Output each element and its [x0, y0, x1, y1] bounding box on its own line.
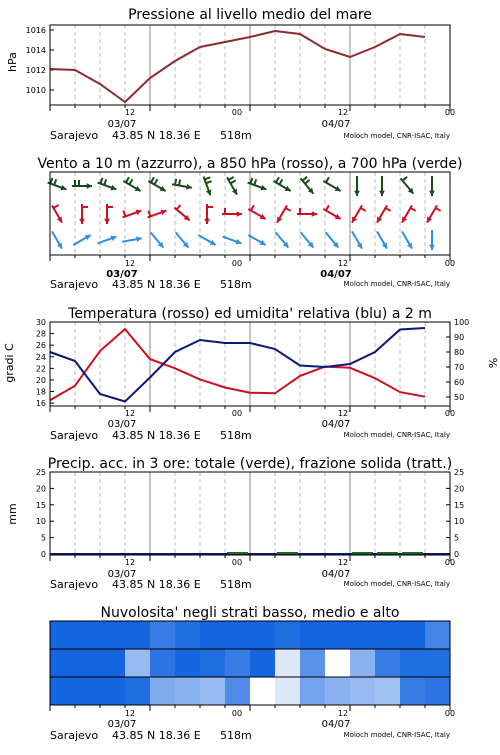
wind-axis-labels — [50, 259, 455, 291]
wind-arrow-head — [429, 245, 435, 250]
cloud-cell — [125, 677, 150, 705]
x-label-12: 12 — [124, 108, 136, 117]
cloud-cell — [225, 677, 250, 705]
wind-arrow-head — [204, 219, 210, 224]
y-tick-label: 1010 — [25, 86, 46, 95]
date-label: 03/07 — [106, 269, 138, 280]
cloud-cell — [350, 649, 375, 677]
wind-barb — [123, 211, 125, 217]
cloud-cell — [275, 677, 300, 705]
wind-arrows — [48, 176, 441, 250]
cloud-cell — [300, 621, 325, 649]
wind-barb — [305, 180, 310, 184]
temperature-y-ticks — [36, 318, 54, 408]
y-tick-label: 15 — [454, 500, 465, 510]
location-city: Sarajevo — [50, 729, 99, 742]
x-label-00: 00 — [231, 709, 243, 718]
wind-arrow-head — [312, 211, 317, 217]
location-coords: 43.85 N 18.36 E — [112, 729, 201, 742]
precip-bar — [377, 552, 398, 554]
cloud-cell — [75, 649, 100, 677]
cloud-cell — [125, 649, 150, 677]
wind-barb — [175, 179, 176, 185]
wind-barb — [326, 205, 329, 210]
cloud-cell — [200, 621, 225, 649]
model-credit: Moloch model, CNR-ISAC, Italy — [343, 431, 450, 439]
cloud-cell — [100, 677, 125, 705]
cloud-cell — [150, 649, 175, 677]
cloud-cell — [125, 621, 150, 649]
cloud-cell — [150, 621, 175, 649]
cloud-cell — [275, 649, 300, 677]
cloud-cell — [400, 621, 425, 649]
model-credit: Moloch model, CNR-ISAC, Italy — [343, 580, 450, 588]
y-tick-label: 1012 — [25, 66, 46, 75]
cloud-cell — [150, 677, 175, 705]
cloud-cell — [175, 621, 200, 649]
temperature-panel — [3, 306, 499, 412]
wind-barb — [251, 205, 254, 210]
wind-barb — [386, 208, 391, 211]
wind-barb — [154, 179, 157, 184]
wind-barb — [177, 205, 181, 210]
humidity-ylabel: % — [486, 357, 499, 369]
y-tick-label: 80 — [454, 348, 465, 357]
date-label: 03/07 — [107, 569, 137, 580]
wind-barb — [231, 180, 236, 183]
wind-barb — [276, 177, 279, 182]
x-label-12: 12 — [124, 259, 136, 268]
cloud-cell — [375, 677, 400, 705]
wind-barb — [104, 179, 106, 185]
wind-barb — [403, 177, 408, 181]
pressure-panel — [6, 7, 450, 111]
y-tick-label: 60 — [454, 378, 465, 387]
temperature-x-ticks — [50, 406, 450, 412]
x-label-00: 00 — [231, 108, 243, 117]
precipitation-y-ticks — [36, 468, 54, 559]
cloud-cell — [425, 649, 450, 677]
location-elevation: 518m — [220, 278, 252, 291]
wind-barb — [129, 179, 132, 184]
date-label: 03/07 — [107, 719, 137, 730]
x-label-00: 00 — [231, 558, 243, 567]
y-tick-label: 5 — [40, 533, 46, 543]
date-label: 04/07 — [321, 569, 351, 580]
cloud-cell — [375, 621, 400, 649]
cloud-cell — [75, 677, 100, 705]
cloud-cell — [400, 649, 425, 677]
y-tick-label: 30 — [35, 318, 46, 327]
cloud-cell — [425, 677, 450, 705]
x-label-12: 12 — [337, 709, 349, 718]
location-coords: 43.85 N 18.36 E — [112, 578, 201, 591]
y-tick-label: 20 — [35, 375, 46, 385]
model-credit: Moloch model, CNR-ISAC, Italy — [343, 280, 450, 288]
x-label-00: 00 — [231, 409, 243, 418]
wind-arrow-head — [237, 211, 242, 217]
x-label-12: 12 — [337, 409, 349, 418]
wind-barb — [436, 208, 441, 211]
y-tick-label: 50 — [454, 393, 465, 402]
y-tick-label: 70 — [454, 363, 465, 372]
wind-barb — [205, 177, 211, 179]
wind-barb — [179, 180, 180, 186]
wind-barb — [229, 177, 234, 180]
precip-bar — [402, 552, 423, 554]
pressure-title: Pressione al livello medio del mare — [128, 7, 372, 23]
x-label-00: 00 — [444, 409, 456, 418]
location-city: Sarajevo — [50, 578, 99, 591]
y-tick-label: 90 — [454, 333, 465, 342]
y-tick-label: 15 — [35, 500, 46, 510]
y-tick-label: 28 — [35, 329, 46, 339]
x-label-00: 00 — [444, 709, 456, 718]
date-label: 04/07 — [321, 119, 351, 130]
cloud-cell — [375, 649, 400, 677]
location-coords: 43.85 N 18.36 E — [112, 278, 201, 291]
y-tick-label: 20 — [454, 484, 465, 494]
precipitation-y-ticks-right — [446, 468, 464, 559]
x-label-00: 00 — [231, 259, 243, 268]
location-city: Sarajevo — [50, 129, 99, 142]
wind-barb — [54, 179, 56, 185]
precipitation-title: Precip. acc. in 3 ore: totale (verde), frazione solida (tratt.) — [47, 456, 453, 472]
x-label-12: 12 — [124, 709, 136, 718]
cloud-cell — [175, 677, 200, 705]
x-label-00: 00 — [444, 558, 456, 567]
x-label-12: 12 — [337, 259, 349, 268]
x-label-12: 12 — [124, 409, 136, 418]
location-coords: 43.85 N 18.36 E — [112, 129, 201, 142]
cloud-cell — [250, 677, 275, 705]
location-coords: 43.85 N 18.36 E — [112, 429, 201, 442]
cloud-cell — [325, 621, 350, 649]
temperature-ylabel: gradi C — [3, 343, 16, 383]
cloud-cell — [50, 677, 75, 705]
humidity-y-ticks — [446, 318, 469, 402]
cloud-cell — [225, 649, 250, 677]
precip-bar — [227, 552, 248, 554]
cloud-cell — [425, 621, 450, 649]
cloud-cell — [225, 621, 250, 649]
y-tick-label: 22 — [35, 364, 46, 374]
cloud-cell — [350, 677, 375, 705]
cloud-cell — [250, 621, 275, 649]
date-label: 04/07 — [321, 419, 351, 430]
wind-barb — [303, 177, 308, 181]
wind-x-ticks — [50, 255, 450, 261]
pressure-ylabel: hPa — [6, 52, 19, 72]
cloud-cell — [175, 649, 200, 677]
cloud-cell — [300, 677, 325, 705]
y-tick-label: 1016 — [25, 26, 46, 35]
location-elevation: 518m — [220, 578, 252, 591]
x-label-12: 12 — [337, 108, 349, 117]
wind-barb — [411, 208, 416, 211]
wind-arrow-head — [104, 219, 110, 224]
cloud-title: Nuvolosita' negli strati basso, medio e alto — [100, 605, 400, 621]
cloud-x-ticks — [50, 705, 450, 711]
y-tick-label: 25 — [454, 468, 465, 477]
wind-barb — [254, 179, 256, 185]
precip-bar — [277, 552, 298, 554]
date-label: 03/07 — [107, 119, 137, 130]
cloud-cell — [400, 677, 425, 705]
date-label: 04/07 — [320, 269, 352, 280]
cloud-panel — [50, 605, 450, 711]
location-elevation: 518m — [220, 729, 252, 742]
cloud-cell — [275, 621, 300, 649]
wind-barb — [126, 177, 129, 182]
y-tick-label: 20 — [35, 484, 46, 494]
pressure-line — [50, 31, 425, 102]
cloud-cell — [200, 649, 225, 677]
y-tick-label: 0 — [40, 550, 46, 559]
cloud-cell — [75, 621, 100, 649]
wind-arrow-head — [87, 183, 92, 189]
date-label: 03/07 — [107, 419, 137, 430]
wind-arrow-head — [79, 219, 85, 224]
cloud-cell — [200, 677, 225, 705]
y-tick-label: 10 — [35, 517, 46, 527]
temperature-line — [50, 329, 425, 400]
cloud-cell — [350, 621, 375, 649]
y-tick-label: 26 — [35, 341, 46, 351]
precipitation-panel — [6, 456, 464, 561]
wind-barb — [250, 178, 252, 184]
y-tick-label: 100 — [454, 318, 470, 327]
cloud-cell — [300, 649, 325, 677]
wind-barb — [206, 181, 212, 183]
y-tick-label: 24 — [35, 352, 46, 362]
location-elevation: 518m — [220, 129, 252, 142]
cloud-cell — [50, 649, 75, 677]
wind-arrow-head — [429, 191, 435, 196]
x-label-12: 12 — [124, 558, 136, 567]
wind-panel — [37, 156, 462, 261]
y-tick-label: 5 — [454, 533, 460, 543]
x-label-00: 00 — [444, 259, 456, 268]
wind-arrow-head — [379, 191, 385, 196]
precip-bar — [352, 552, 373, 554]
y-tick-label: 1014 — [25, 46, 46, 55]
wind-barb — [326, 177, 329, 182]
location-elevation: 518m — [220, 429, 252, 442]
y-tick-label: 0 — [454, 550, 460, 559]
wind-barb — [286, 208, 291, 211]
precipitation-axis-labels — [50, 558, 455, 591]
temperature-axis-labels — [50, 409, 455, 442]
cloud-cell — [325, 649, 350, 677]
location-city: Sarajevo — [50, 429, 99, 442]
cloud-cell — [250, 649, 275, 677]
y-tick-label: 10 — [454, 517, 465, 527]
x-label-12: 12 — [337, 558, 349, 567]
cloud-axis-labels — [50, 709, 455, 742]
precipitation-x-ticks — [50, 555, 450, 561]
wind-barb — [50, 178, 52, 184]
wind-barb — [54, 205, 59, 208]
cloud-cell — [325, 677, 350, 705]
cloud-cell — [100, 621, 125, 649]
wind-title: Vento a 10 m (azzurro), a 850 hPa (rosso), a 700 hPa (verde) — [37, 156, 463, 172]
cloud-cell — [50, 621, 75, 649]
temperature-title: Temperatura (rosso) ed umidita' relativa (blu) a 2 m — [68, 306, 432, 322]
cloud-cells — [50, 621, 450, 705]
wind-barb — [361, 208, 366, 211]
y-tick-label: 16 — [35, 399, 46, 409]
y-tick-label: 25 — [35, 468, 46, 477]
model-credit: Moloch model, CNR-ISAC, Italy — [343, 132, 450, 140]
date-label: 04/07 — [321, 719, 351, 730]
pressure-x-ticks — [50, 105, 450, 111]
x-label-00: 00 — [444, 108, 456, 117]
location-city: Sarajevo — [50, 278, 99, 291]
wind-arrow-head — [354, 191, 360, 196]
precipitation-ylabel: mm — [6, 503, 19, 525]
y-tick-label: 18 — [35, 387, 46, 397]
model-credit: Moloch model, CNR-ISAC, Italy — [343, 731, 450, 739]
wind-barb — [100, 178, 102, 184]
wind-barb — [279, 179, 282, 184]
wind-barb — [151, 177, 154, 182]
cloud-cell — [100, 649, 125, 677]
precipitation-gridlines — [75, 472, 425, 555]
pressure-axis-labels — [50, 108, 455, 142]
